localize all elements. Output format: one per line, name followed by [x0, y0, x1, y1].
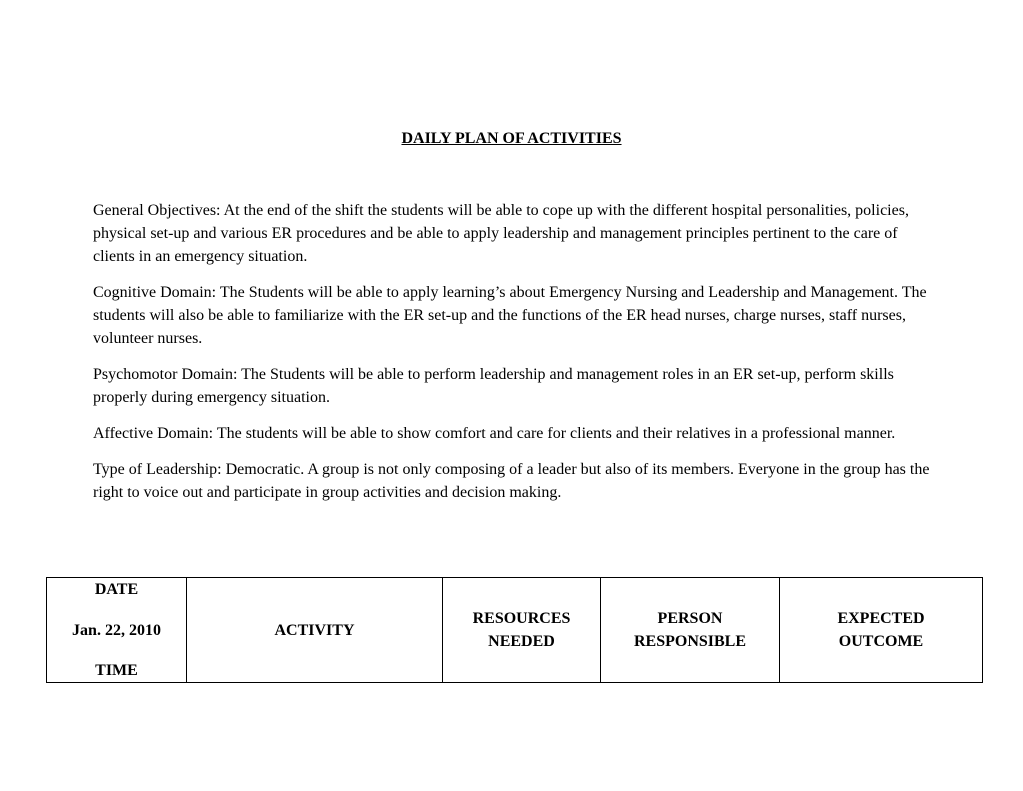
outcome-label-line2: OUTCOME: [838, 633, 924, 650]
resources-header: [443, 578, 601, 683]
general-objectives-paragraph: General Objectives: At the end of the shift the students will be able to cope up with the different hospital personalities, policies, physical set-up and various ER procedures and be able to apply leadership and management principles pertinent to the care of clients in an emergency situation.: [93, 202, 909, 265]
page-title: DAILY PLAN OF ACTIVITIES: [401, 130, 622, 147]
objectives-section: [93, 199, 938, 517]
resources-label-line2: NEEDED: [488, 633, 555, 650]
activity-plan-table: [46, 577, 983, 683]
resources-label-line1: RESOURCES: [472, 610, 571, 627]
psychomotor-domain-paragraph: Psychomotor Domain: The Students will be able to perform leadership and management roles in an ER set-up, perform skills properly during emergency situation.: [93, 366, 894, 406]
date-label: DATE: [94, 581, 139, 598]
outcome-label-line1: EXPECTED: [837, 610, 925, 627]
time-label: TIME: [95, 662, 138, 679]
cognitive-domain-paragraph: Cognitive Domain: The Students will be able to apply learning’s about Emergency Nursing and Leadership and Management. The students will also be able to familiarize with the ER set-up and the functions of the ER head nurses, charge nurses, staff nurses, volunteer nurses.: [93, 284, 927, 347]
affective-domain-paragraph: Affective Domain: The students will be able to show comfort and care for clients and their relatives in a professional manner.: [93, 425, 896, 442]
expected-outcome-header: [780, 578, 983, 683]
activity-header: [187, 578, 443, 683]
date-value: Jan. 22, 2010: [72, 621, 161, 639]
person-label-line1: PERSON: [657, 610, 723, 627]
leadership-type-paragraph: Type of Leadership: Democratic. A group is not only composing of a leader but also of its members. Everyone in the group has the right to voice out and participate in group activities and decision making.: [93, 461, 930, 501]
activity-label: ACTIVITY: [274, 621, 355, 639]
date-time-header: [47, 578, 187, 683]
table-header-row: [47, 578, 983, 683]
person-responsible-header: [601, 578, 780, 683]
person-label-line2: RESPONSIBLE: [633, 633, 747, 650]
